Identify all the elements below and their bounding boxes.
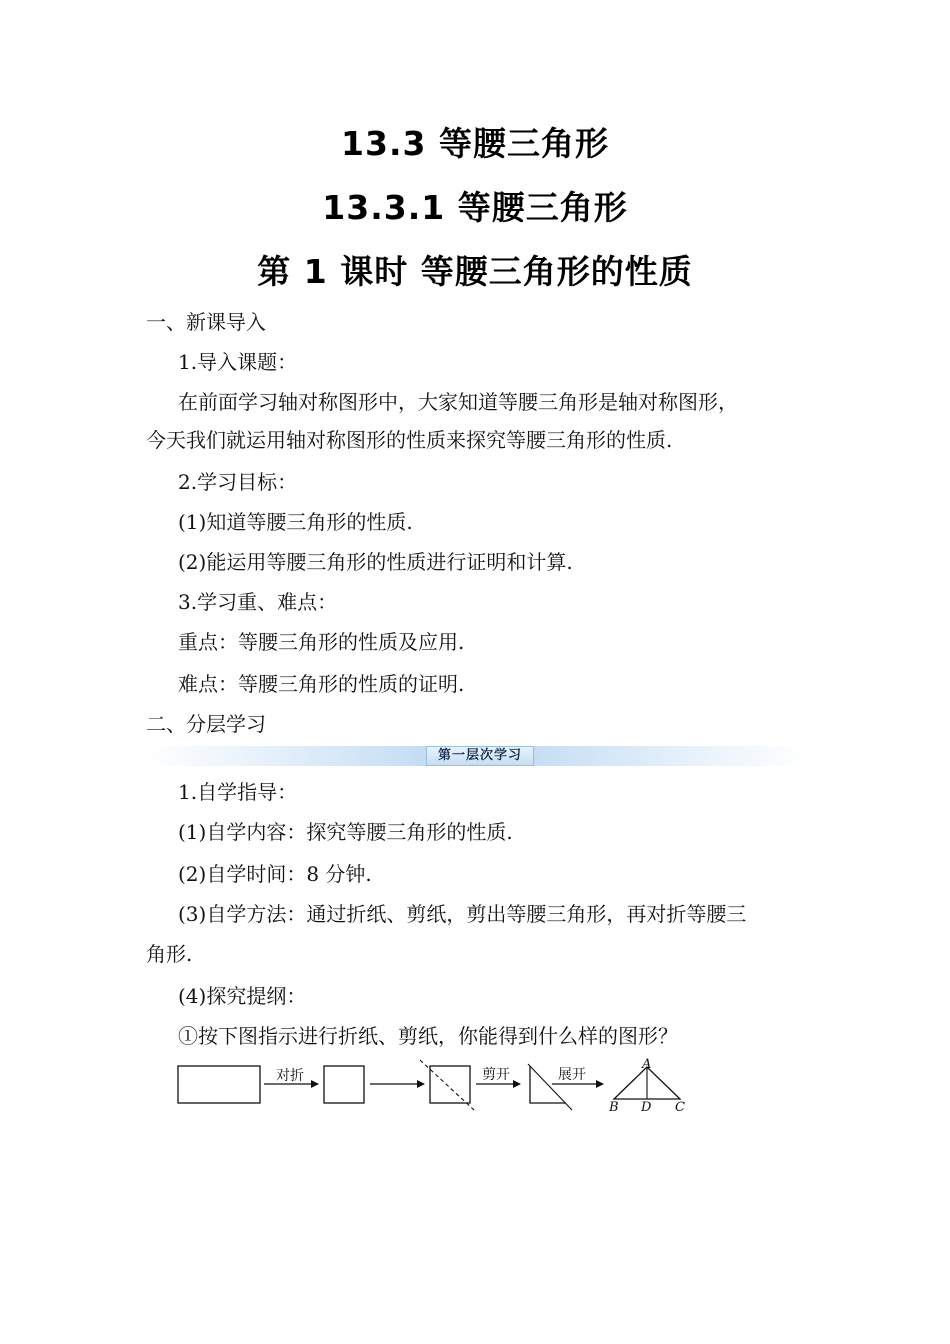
- fold-label: 对折: [276, 1068, 304, 1084]
- study-time: (2)自学时间：8 分钟.: [178, 862, 372, 886]
- part1-heading: 一、新课导入: [146, 310, 266, 334]
- guide-title: 1.自学指导：: [178, 780, 298, 804]
- vertex-c: C: [675, 1100, 685, 1115]
- study-method-line1: (3)自学方法：通过折纸、剪纸，剪出等腰三角形，再对折等腰三: [178, 902, 747, 926]
- level-banner-label: 第一层次学习: [426, 746, 534, 766]
- section-title: 13.3 等腰三角形: [341, 124, 609, 163]
- keypoint: 重点：等腰三角形的性质及应用.: [178, 630, 465, 654]
- intro-text-line2: 今天我们就运用轴对称图形的性质来探究等腰三角形的性质.: [146, 428, 673, 452]
- study-method-line2: 角形.: [146, 942, 193, 966]
- vertex-a: A: [642, 1057, 652, 1072]
- lesson-title: 第 1 课时 等腰三角形的性质: [257, 252, 693, 291]
- difficulty: 难点：等腰三角形的性质的证明.: [178, 672, 465, 696]
- part2-heading: 二、分层学习: [146, 712, 266, 736]
- vertex-b: B: [609, 1100, 619, 1115]
- paper-rectangle: [178, 1066, 260, 1103]
- goal-2: (2)能运用等腰三角形的性质进行证明和计算.: [178, 550, 573, 574]
- unfold-label: 展开: [558, 1067, 586, 1083]
- intro-text-line1: 在前面学习轴对称图形中，大家知道等腰三角形是轴对称图形，: [178, 390, 738, 414]
- study-content: (1)自学内容：探究等腰三角形的性质.: [178, 820, 513, 844]
- folded-square: [324, 1066, 364, 1103]
- goal-1: (1)知道等腰三角形的性质.: [178, 510, 413, 534]
- outline-title: (4)探究提纲：: [178, 984, 307, 1008]
- cut-label: 剪开: [482, 1067, 510, 1083]
- subsection-title: 13.3.1 等腰三角形: [322, 188, 628, 227]
- keypoints-title: 3.学习重、难点：: [178, 590, 338, 614]
- question-1: ①按下图指示进行折纸、剪纸，你能得到什么样的图形？: [178, 1024, 678, 1048]
- goals-title: 2.学习目标：: [178, 470, 298, 494]
- cut-square: [430, 1066, 470, 1103]
- intro-title: 1.导入课题：: [178, 350, 298, 374]
- vertex-d: D: [641, 1100, 652, 1115]
